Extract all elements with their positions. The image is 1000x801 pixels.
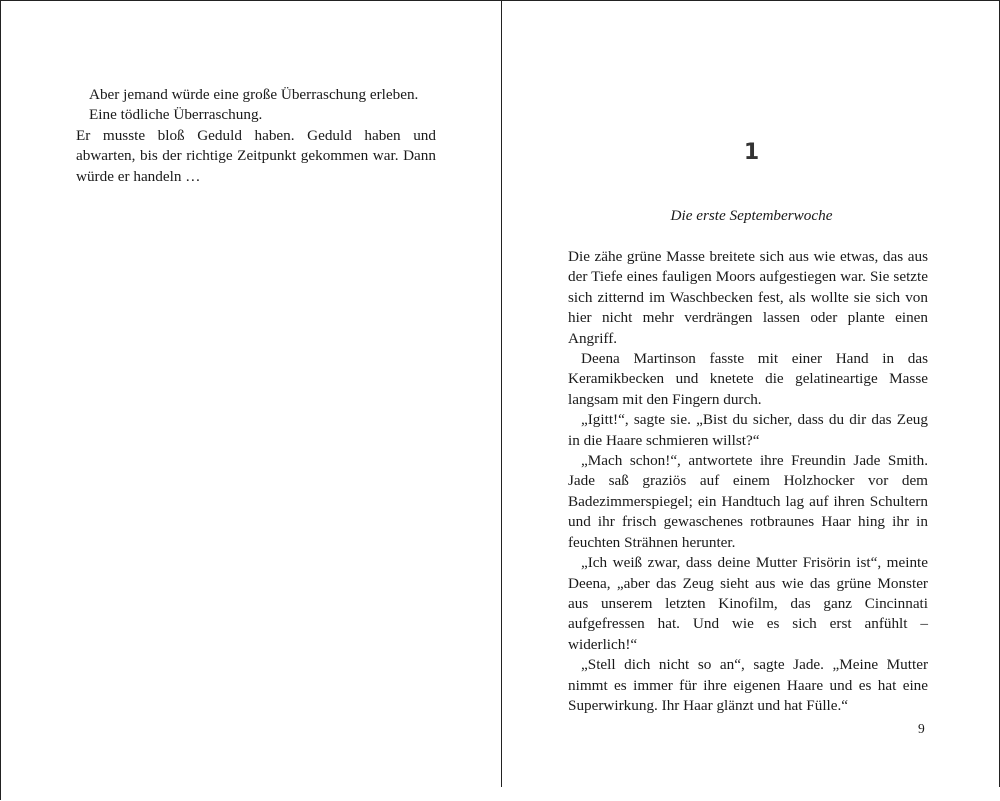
paragraph: „Stell dich nicht so an“, sagte Jade. „Meine Mutter nimmt es immer für ihre eigenen Haare und es hat eine Superwirkung. Ihr Haar glänzt und hat Fülle.“: [568, 656, 928, 714]
paragraph: „Igitt!“, sagte sie. „Bist du sicher, dass du dir das Zeug in die Haare schmieren willst?“: [568, 411, 928, 449]
chapter-subtitle: Die erste Septemberwoche: [670, 207, 833, 224]
left-page: [1, 1, 501, 787]
chapter-number: 1: [743, 140, 760, 165]
right-page: [502, 1, 1000, 787]
page-bottom-edge: [1, 787, 1000, 801]
paragraph: „Ich weiß zwar, dass deine Mutter Frisörin ist“, meinte Deena, „aber das Zeug sieht aus wie das grüne Monster aus unserem letzten Kinofilm, das ganz Cincinnati aufgefressen hat. Und wie es sich erst anfühlt – widerlich!“: [568, 554, 928, 653]
paragraph: Eine tödliche Überraschung.: [89, 106, 263, 124]
right-page-text: [568, 247, 928, 716]
paragraph: Er musste bloß Geduld haben. Geduld haben und abwarten, bis der richtige Zeitpunkt gekommen war. Dann würde er handeln …: [76, 126, 436, 185]
paragraph: „Mach schon!“, antwortete ihre Freundin Jade Smith. Jade saß graziös auf einem Holzhocker vor dem Badezimmerspiegel; ein Handtuch lag auf ihren Schultern und ihr frisch gewaschenes rotbraunes Haar hing ihr in feuchten Strähnen herunter.: [568, 452, 928, 551]
paragraph: Deena Martinson fasste mit einer Hand in das Keramikbecken und knetete die gelatineartige Masse langsam mit den Fingern durch.: [568, 350, 928, 408]
left-page-text: [76, 85, 436, 187]
paragraph: Die zähe grüne Masse breitete sich aus wie etwas, das aus der Tiefe eines fauligen Moors aufgestiegen war. Sie setzte sich zitternd im Waschbecken fest, als wollte sie sich von hier nicht mehr verdrängen lassen oder plante einen Angriff.: [568, 248, 928, 347]
paragraph: Aber jemand würde eine große Überraschung erleben.: [89, 86, 419, 103]
page-number: 9: [918, 721, 925, 736]
